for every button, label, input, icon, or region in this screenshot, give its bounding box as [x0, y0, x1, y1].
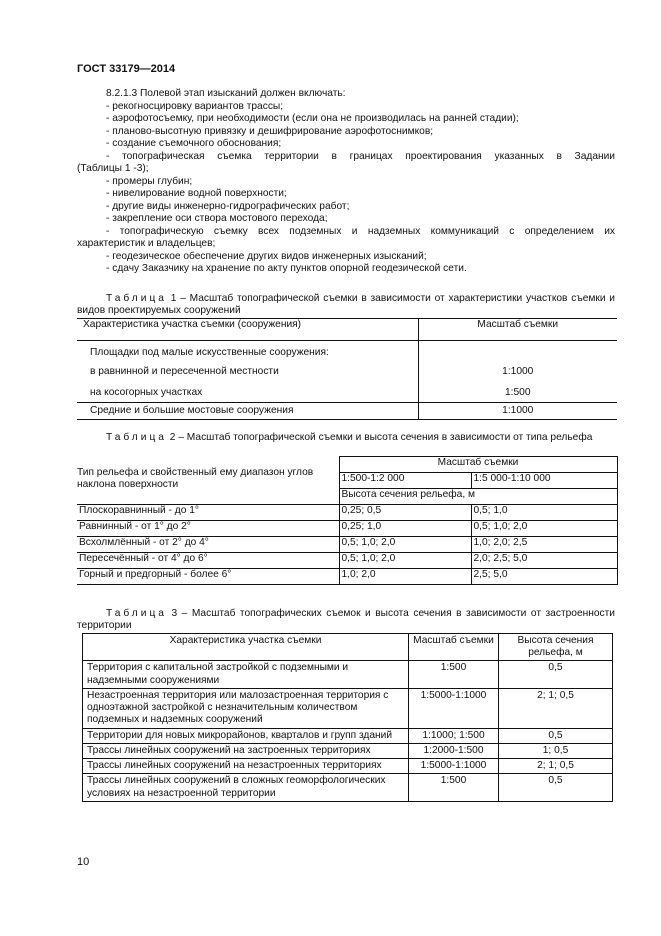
table2-height-cell: 2,5; 5,0	[471, 569, 617, 585]
table3-height-cell: 2; 1; 0,5	[499, 688, 613, 728]
table-row	[83, 759, 613, 774]
table-row	[83, 774, 613, 801]
table3-header-height: Высота сечения рельефа, м	[499, 634, 613, 661]
table-row	[77, 537, 617, 553]
table2-relief-cell: Всхолмлённый - от 2° до 4°	[77, 537, 339, 553]
table2-number: 2	[169, 432, 176, 443]
table3-characteristic-cell: Территории для новых микрорайонов, кварталов и групп зданий	[83, 728, 409, 743]
table3-characteristic-cell: Трассы линейных сооружений на незастроенных территориях	[83, 759, 409, 774]
table-row	[83, 688, 613, 728]
table3-scale-cell: 1:5000-1:1000	[409, 759, 499, 774]
intro-line: - промеры глубин;	[106, 175, 193, 187]
table2-height-cell: 0,25; 1,0	[339, 521, 471, 537]
table1-row-value: 1:500	[505, 387, 531, 398]
table2	[77, 456, 618, 585]
table1	[77, 318, 617, 420]
intro-line: - планово-высотную привязку и дешифрирование аэрофотоснимков;	[106, 125, 434, 137]
intro-line: - рекогносцировку вариантов трассы;	[106, 100, 284, 112]
table-row	[77, 553, 617, 569]
table3-height-cell: 0,5	[499, 774, 613, 801]
table2-relief-cell: Горный и предгорный - более 6°	[77, 569, 339, 585]
page-number: 10	[77, 856, 90, 868]
table-row	[83, 743, 613, 758]
table2-height-cell: 2,0; 2,5; 5,0	[471, 553, 617, 569]
intro-line: - топографическая съемка территории в границах проектирования указанных в Задании	[106, 150, 615, 162]
table1-row-label: Средние и большие мостовые сооружения	[77, 403, 418, 420]
table2-caption	[77, 432, 615, 444]
table2-header-height: Высота сечения рельефа, м	[339, 489, 617, 505]
intro-line: характеристик и владельцев;	[77, 238, 216, 249]
table1-row-label: на косогорных участках	[77, 381, 418, 403]
table-row	[83, 661, 613, 688]
table1-caption-text: – Масштаб топографической съемки в зависимости от характеристики участков съемки и видов проектируемых сооружений	[77, 293, 615, 316]
table1-caption	[77, 293, 615, 317]
table3-caption-text: – Масштаб топографических съемок и высота сечения в зависимости от застроенности территории	[77, 608, 615, 631]
table1-row-value: 1:1000	[502, 366, 534, 377]
table2-caption-text: – Масштаб топографической съемки и высота сечения в зависимости от типа рельефа	[178, 432, 593, 443]
table2-height-cell: 0,5; 1,0; 2,0	[339, 537, 471, 553]
intro-line: - сдачу Заказчику на хранение по акту пунктов опорной геодезической сети.	[106, 263, 467, 274]
table-row	[77, 569, 617, 585]
intro-list	[77, 88, 615, 276]
table3-header-scale: Масштаб съемки	[409, 634, 499, 661]
table3-characteristic-cell: Незастроенная территория или малозастроенная территория с одноэтажной застройкой с незначительным количеством подземных и надземных сооружений	[83, 688, 409, 728]
table3-characteristic-cell: Трассы линейных сооружений в сложных геоморфологических условиях на незастроенной территории	[83, 774, 409, 801]
table1-header-characteristic: Характеристика участка съемки (сооружения)	[77, 319, 418, 341]
table3-height-cell: 0,5	[499, 661, 613, 688]
table3-characteristic-cell: Трассы линейных сооружений на застроенных территориях	[83, 743, 409, 758]
table3-label: Таблица	[106, 608, 167, 619]
intro-line: - создание съемочного обоснования;	[106, 138, 282, 149]
intro-line: - аэрофотосъемку, при необходимости (если она не производилась на ранней стадии);	[106, 113, 519, 124]
table2-header-relief: Тип рельефа и свойственный ему диапазон углов наклона поверхности	[77, 466, 314, 490]
table2-height-cell: 1,0; 2,0	[339, 569, 471, 585]
table3	[82, 633, 613, 802]
table1-number: 1	[170, 293, 177, 304]
table2-height-cell: 0,5; 1,0	[471, 505, 617, 521]
document-header: ГОСТ 33179—2014	[77, 63, 176, 75]
table-row	[77, 505, 617, 521]
table3-scale-cell: 1:5000-1:1000	[409, 688, 499, 728]
table3-height-cell: 1; 0,5	[499, 743, 613, 758]
intro-line: - нивелирование водной поверхности;	[106, 188, 287, 199]
table3-height-cell: 2; 1; 0,5	[499, 759, 613, 774]
table1-group-label: Площадки под малые искусственные сооружения:	[77, 341, 418, 362]
table2-relief-cell: Пересечённый - от 4° до 6°	[77, 553, 339, 569]
table-row	[83, 728, 613, 743]
table3-scale-cell: 1:500	[409, 774, 499, 801]
table2-height-cell: 0,5; 1,0; 2,0	[339, 553, 471, 569]
intro-line: - топографическую съемку всех подземных и надземных коммуникаций с определением их	[106, 225, 615, 237]
table2-relief-cell: Равнинный - от 1° до 2°	[77, 521, 339, 537]
table2-height-cell: 0,25; 0,5	[339, 505, 471, 521]
table3-number: 3	[171, 608, 178, 619]
intro-line: - другие виды инженерно-гидрографических работ;	[106, 200, 350, 212]
table1-label: Таблица	[106, 293, 167, 304]
table2-height-cell: 1,0; 2,0; 2,5	[471, 537, 617, 553]
table3-scale-cell: 1:2000-1:500	[409, 743, 499, 758]
table2-scale-small: 1:500-1:2 000	[339, 473, 471, 489]
table2-scale-large: 1:5 000-1:10 000	[471, 473, 617, 489]
table1-header-scale: Масштаб съемки	[418, 319, 617, 341]
intro-line: - геодезическое обеспечение других видов инженерных изысканий;	[106, 250, 427, 262]
table2-label: Таблица	[106, 432, 167, 443]
table3-caption	[77, 608, 615, 632]
table1-row-label: в равнинной и пересеченной местности	[77, 361, 418, 381]
table2-relief-cell: Плоскоравнинный - до 1°	[77, 505, 339, 521]
table1-row-value: 1:1000	[418, 403, 617, 420]
table3-scale-cell: 1:1000; 1:500	[409, 728, 499, 743]
table3-height-cell: 0,5	[499, 728, 613, 743]
table3-characteristic-cell: Территория с капитальной застройкой с подземными и надземными сооружениями	[83, 661, 409, 688]
intro-line: (Таблицы 1 -3);	[77, 163, 149, 174]
table3-scale-cell: 1:500	[409, 661, 499, 688]
intro-line: 8.2.1.3 Полевой этап изысканий должен включать:	[106, 88, 346, 99]
table-row	[77, 521, 617, 537]
table2-header-scale: Масштаб съемки	[339, 457, 617, 473]
intro-line: - закрепление оси створа мостового перехода;	[106, 213, 328, 224]
table3-header-characteristic: Характеристика участка съемки	[83, 634, 409, 661]
table2-height-cell: 0,5; 1,0; 2,0	[471, 521, 617, 537]
